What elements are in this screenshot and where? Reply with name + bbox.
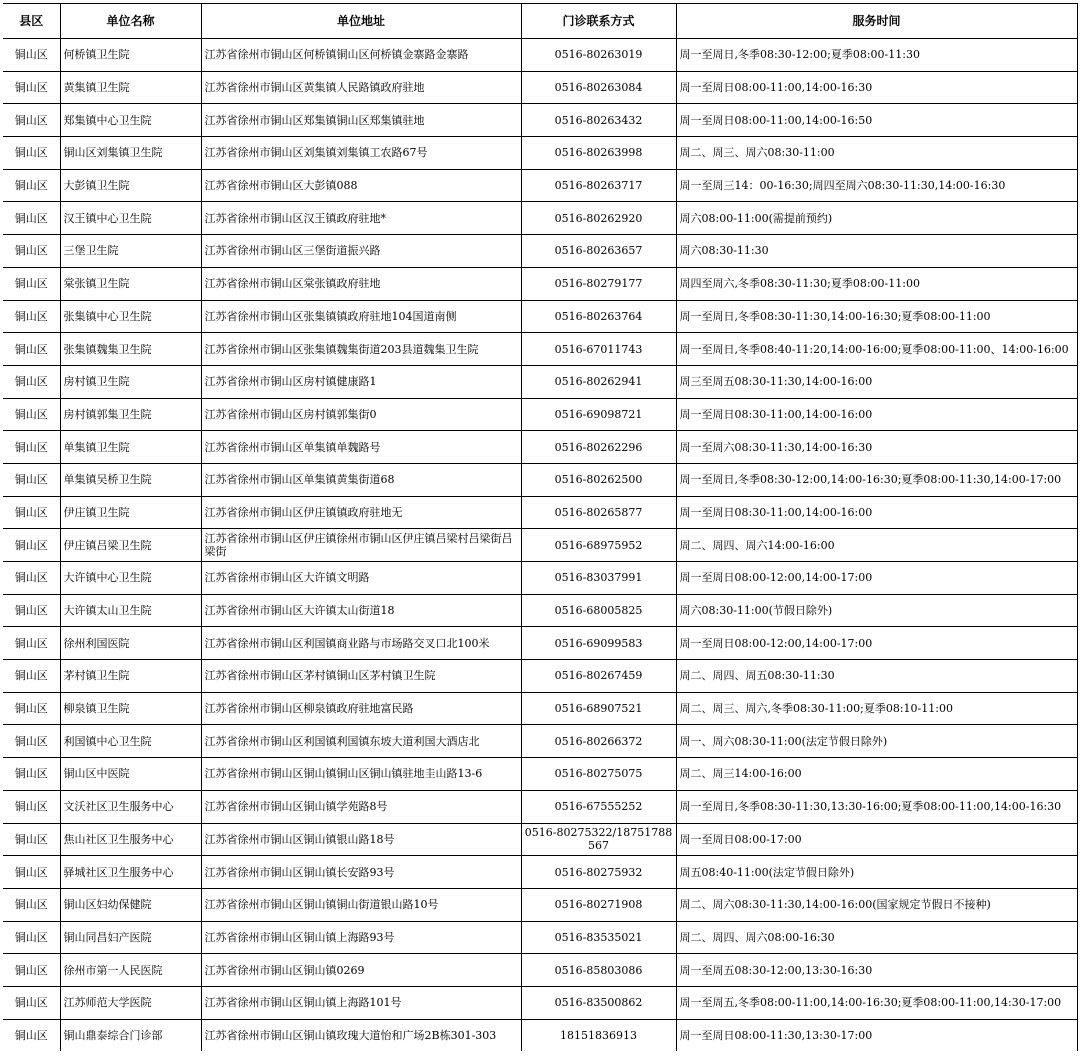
table-row	[3, 496, 1077, 529]
service-time-cell: 周二、周四、周六14:00-16:00	[676, 529, 1077, 562]
service-time-cell: 周一至周日,冬季08:40-11:20,14:00-16:00;夏季08:00-11:00、14:00-16:00	[676, 333, 1077, 366]
unit-address-cell: 江苏省徐州市铜山区伊庄镇镇政府驻地无	[201, 496, 521, 529]
table-row	[3, 921, 1077, 954]
table-row	[3, 398, 1077, 431]
table-row	[3, 758, 1077, 791]
service-time-cell: 周一至周六08:30-11:30,14:00-16:30	[676, 431, 1077, 464]
table-row	[3, 856, 1077, 889]
unit-address-cell: 江苏省徐州市铜山区汉王镇政府驻地*	[201, 202, 521, 235]
contact-cell: 0516-67555252	[521, 790, 676, 823]
table-row	[3, 986, 1077, 1019]
contact-cell: 0516-83500862	[521, 986, 676, 1019]
contact-cell: 0516-68005825	[521, 594, 676, 627]
service-time-cell: 周一至周日08:00-17:00	[676, 823, 1077, 856]
service-time-cell: 周二、周三14:00-16:00	[676, 758, 1077, 791]
unit-address-cell: 江苏省徐州市铜山区柳泉镇政府驻地富民路	[201, 692, 521, 725]
unit-name-cell: 文沃社区卫生服务中心	[60, 790, 201, 823]
contact-cell: 0516-67011743	[521, 333, 676, 366]
district-cell: 铜山区	[3, 627, 60, 660]
unit-address-cell: 江苏省徐州市铜山区张集镇魏集街道203县道魏集卫生院	[201, 333, 521, 366]
unit-name-cell: 大许镇中心卫生院	[60, 562, 201, 595]
unit-address-cell: 江苏省徐州市铜山区利国镇利国镇东坡大道利国大酒店北	[201, 725, 521, 758]
unit-name-cell: 利国镇中心卫生院	[60, 725, 201, 758]
contact-cell: 0516-80275932	[521, 856, 676, 889]
unit-address-cell: 江苏省徐州市铜山区铜山镇上海路93号	[201, 921, 521, 954]
district-cell: 铜山区	[3, 71, 60, 104]
service-time-cell: 周一至周日08:00-11:00,14:00-16:30	[676, 71, 1077, 104]
unit-address-cell: 江苏省徐州市铜山区何桥镇铜山区何桥镇金寨路金寨路	[201, 39, 521, 72]
table-row	[3, 169, 1077, 202]
unit-address-cell: 江苏省徐州市铜山区铜山镇上海路101号	[201, 986, 521, 1019]
unit-name-cell: 张集镇魏集卫生院	[60, 333, 201, 366]
district-cell: 铜山区	[3, 790, 60, 823]
service-time-cell: 周三至周五08:30-11:30,14:00-16:00	[676, 365, 1077, 398]
contact-cell: 0516-85803086	[521, 954, 676, 987]
service-time-cell: 周六08:00-11:00(需提前预约)	[676, 202, 1077, 235]
district-cell: 铜山区	[3, 954, 60, 987]
contact-cell: 0516-80262296	[521, 431, 676, 464]
table-row	[3, 39, 1077, 72]
unit-address-cell: 江苏省徐州市铜山区张集镇镇政府驻地104国道南侧	[201, 300, 521, 333]
table-row	[3, 137, 1077, 170]
service-time-cell: 周六08:30-11:00(节假日除外)	[676, 594, 1077, 627]
unit-address-cell: 江苏省徐州市铜山区铜山镇长安路93号	[201, 856, 521, 889]
service-time-cell: 周一至周日,冬季08:30-11:30,14:00-16:30;夏季08:00-11:00	[676, 300, 1077, 333]
service-time-cell: 周二、周三、周六08:30-11:00	[676, 137, 1077, 170]
contact-cell: 0516-83535021	[521, 921, 676, 954]
district-cell: 铜山区	[3, 202, 60, 235]
unit-address-cell: 江苏省徐州市铜山区铜山镇学苑路8号	[201, 790, 521, 823]
service-time-cell: 周四至周六,冬季08:30-11:30;夏季08:00-11:00	[676, 267, 1077, 300]
unit-name-cell: 三堡卫生院	[60, 235, 201, 268]
unit-name-cell: 张集镇中心卫生院	[60, 300, 201, 333]
district-cell: 铜山区	[3, 856, 60, 889]
table-row	[3, 202, 1077, 235]
contact-cell: 0516-80262500	[521, 463, 676, 496]
unit-address-cell: 江苏省徐州市铜山区利国镇商业路与市场路交叉口北100米	[201, 627, 521, 660]
table-header-row	[3, 4, 1077, 39]
district-cell: 铜山区	[3, 104, 60, 137]
contact-cell: 0516-80263657	[521, 235, 676, 268]
unit-address-cell: 江苏省徐州市铜山区单集镇黄集街道68	[201, 463, 521, 496]
service-time-cell: 周五08:40-11:00(法定节假日除外)	[676, 856, 1077, 889]
service-time-cell: 周一至周日08:00-11:30,13:30-17:00	[676, 1019, 1077, 1051]
service-time-cell: 周一至周日,冬季08:30-12:00;夏季08:00-11:30	[676, 39, 1077, 72]
header-district: 县区	[3, 4, 60, 39]
district-cell: 铜山区	[3, 137, 60, 170]
service-time-cell: 周一至周三14：00-16:30;周四至周六08:30-11:30,14:00-16:30	[676, 169, 1077, 202]
unit-name-cell: 伊庄镇吕梁卫生院	[60, 529, 201, 562]
contact-cell: 0516-80275075	[521, 758, 676, 791]
unit-name-cell: 大许镇太山卫生院	[60, 594, 201, 627]
unit-address-cell: 江苏省徐州市铜山区刘集镇刘集镇工农路67号	[201, 137, 521, 170]
unit-name-cell: 江苏师范大学医院	[60, 986, 201, 1019]
contact-cell: 0516-80279177	[521, 267, 676, 300]
contact-cell: 0516-80275322/18751788567	[521, 823, 676, 856]
unit-name-cell: 铜山区刘集镇卫生院	[60, 137, 201, 170]
table-row	[3, 431, 1077, 464]
unit-name-cell: 伊庄镇卫生院	[60, 496, 201, 529]
contact-cell: 0516-69098721	[521, 398, 676, 431]
contact-cell: 0516-80262920	[521, 202, 676, 235]
table-row	[3, 1019, 1077, 1051]
contact-cell: 0516-80263717	[521, 169, 676, 202]
table-row	[3, 888, 1077, 921]
unit-address-cell: 江苏省徐州市铜山区大许镇太山街道18	[201, 594, 521, 627]
district-cell: 铜山区	[3, 888, 60, 921]
service-time-cell: 周一、周六08:30-11:00(法定节假日除外)	[676, 725, 1077, 758]
contact-cell: 0516-80263432	[521, 104, 676, 137]
table-row	[3, 365, 1077, 398]
service-time-cell: 周二、周六08:30-11:30,14:00-16:00(国家规定节假日不接种)	[676, 888, 1077, 921]
unit-name-cell: 茅村镇卫生院	[60, 660, 201, 693]
service-time-cell: 周一至周日08:30-11:00,14:00-16:00	[676, 398, 1077, 431]
service-time-cell: 周二、周三、周六,冬季08:30-11:00;夏季08:10-11:00	[676, 692, 1077, 725]
contact-cell: 0516-68975952	[521, 529, 676, 562]
table-row	[3, 823, 1077, 856]
unit-name-cell: 驿城社区卫生服务中心	[60, 856, 201, 889]
unit-address-cell: 江苏省徐州市铜山区三堡街道振兴路	[201, 235, 521, 268]
unit-address-cell: 江苏省徐州市铜山区铜山镇银山路18号	[201, 823, 521, 856]
table-row	[3, 267, 1077, 300]
contact-cell: 0516-80263019	[521, 39, 676, 72]
contact-cell: 0516-83037991	[521, 562, 676, 595]
service-time-cell: 周一至周日08:00-12:00,14:00-17:00	[676, 562, 1077, 595]
contact-cell: 0516-80266372	[521, 725, 676, 758]
unit-name-cell: 房村镇郭集卫生院	[60, 398, 201, 431]
unit-name-cell: 何桥镇卫生院	[60, 39, 201, 72]
table-row	[3, 104, 1077, 137]
table-row	[3, 235, 1077, 268]
contact-cell: 0516-69099583	[521, 627, 676, 660]
unit-name-cell: 徐州利国医院	[60, 627, 201, 660]
unit-address-cell: 江苏省徐州市铜山区房村镇健康路1	[201, 365, 521, 398]
service-time-cell: 周一至周日08:00-12:00,14:00-17:00	[676, 627, 1077, 660]
unit-name-cell: 铜山鼎泰综合门诊部	[60, 1019, 201, 1051]
district-cell: 铜山区	[3, 365, 60, 398]
header-unit-name: 单位名称	[60, 4, 201, 39]
district-cell: 铜山区	[3, 823, 60, 856]
district-cell: 铜山区	[3, 463, 60, 496]
district-cell: 铜山区	[3, 562, 60, 595]
contact-cell: 0516-80265877	[521, 496, 676, 529]
unit-address-cell: 江苏省徐州市铜山区房村镇郭集街0	[201, 398, 521, 431]
unit-name-cell: 铜山区中医院	[60, 758, 201, 791]
district-cell: 铜山区	[3, 986, 60, 1019]
unit-address-cell: 江苏省徐州市铜山区黄集镇人民路镇政府驻地	[201, 71, 521, 104]
contact-cell: 18151836913	[521, 1019, 676, 1051]
district-cell: 铜山区	[3, 921, 60, 954]
unit-name-cell: 单集镇吴桥卫生院	[60, 463, 201, 496]
table-row	[3, 529, 1077, 562]
unit-address-cell: 江苏省徐州市铜山区铜山镇铜山区铜山镇驻地圭山路13-6	[201, 758, 521, 791]
table-row	[3, 660, 1077, 693]
unit-address-cell: 江苏省徐州市铜山区郑集镇铜山区郑集镇驻地	[201, 104, 521, 137]
service-time-cell: 周一至周日,冬季08:30-11:30,13:30-16:00;夏季08:00-11:00,14:00-16:30	[676, 790, 1077, 823]
district-cell: 铜山区	[3, 169, 60, 202]
district-cell: 铜山区	[3, 1019, 60, 1051]
district-cell: 铜山区	[3, 235, 60, 268]
district-cell: 铜山区	[3, 300, 60, 333]
district-cell: 铜山区	[3, 431, 60, 464]
unit-address-cell: 江苏省徐州市铜山区单集镇单魏路号	[201, 431, 521, 464]
service-time-cell: 周一至周日,冬季08:30-12:00,14:00-16:30;夏季08:00-11:30,14:00-17:00	[676, 463, 1077, 496]
district-cell: 铜山区	[3, 39, 60, 72]
service-time-cell: 周一至周五08:30-12:00,13:30-16:30	[676, 954, 1077, 987]
service-time-cell: 周一至周日08:30-11:00,14:00-16:00	[676, 496, 1077, 529]
contact-cell: 0516-68907521	[521, 692, 676, 725]
unit-address-cell: 江苏省徐州市铜山区铜山镇铜山街道银山路10号	[201, 888, 521, 921]
unit-name-cell: 汉王镇中心卫生院	[60, 202, 201, 235]
table-row	[3, 627, 1077, 660]
table-body	[3, 39, 1077, 1052]
unit-address-cell: 江苏省徐州市铜山区铜山镇玫瑰大道怡和广场2B栋301-303	[201, 1019, 521, 1051]
unit-address-cell: 江苏省徐州市铜山区大许镇文明路	[201, 562, 521, 595]
unit-address-cell: 江苏省徐州市铜山区铜山镇0269	[201, 954, 521, 987]
district-cell: 铜山区	[3, 758, 60, 791]
district-cell: 铜山区	[3, 725, 60, 758]
unit-address-cell: 江苏省徐州市铜山区茅村镇铜山区茅村镇卫生院	[201, 660, 521, 693]
unit-name-cell: 黄集镇卫生院	[60, 71, 201, 104]
service-time-cell: 周二、周四、周六08:00-16:30	[676, 921, 1077, 954]
district-cell: 铜山区	[3, 333, 60, 366]
district-cell: 铜山区	[3, 267, 60, 300]
table-row	[3, 594, 1077, 627]
unit-name-cell: 单集镇卫生院	[60, 431, 201, 464]
contact-cell: 0516-80262941	[521, 365, 676, 398]
unit-name-cell: 房村镇卫生院	[60, 365, 201, 398]
district-cell: 铜山区	[3, 398, 60, 431]
unit-name-cell: 徐州市第一人民医院	[60, 954, 201, 987]
district-cell: 铜山区	[3, 692, 60, 725]
header-service-time: 服务时间	[676, 4, 1077, 39]
header-clinic-contact: 门诊联系方式	[521, 4, 676, 39]
table-row	[3, 333, 1077, 366]
table-row	[3, 71, 1077, 104]
unit-name-cell: 大彭镇卫生院	[60, 169, 201, 202]
district-cell: 铜山区	[3, 496, 60, 529]
service-time-cell: 周二、周四、周五08:30-11:30	[676, 660, 1077, 693]
unit-address-cell: 江苏省徐州市铜山区棠张镇政府驻地	[201, 267, 521, 300]
header-unit-address: 单位地址	[201, 4, 521, 39]
unit-name-cell: 柳泉镇卫生院	[60, 692, 201, 725]
contact-cell: 0516-80263084	[521, 71, 676, 104]
table-row	[3, 692, 1077, 725]
table-row	[3, 300, 1077, 333]
table-row	[3, 725, 1077, 758]
unit-name-cell: 郑集镇中心卫生院	[60, 104, 201, 137]
table-row	[3, 954, 1077, 987]
unit-address-cell: 江苏省徐州市铜山区大彭镇088	[201, 169, 521, 202]
district-cell: 铜山区	[3, 594, 60, 627]
unit-name-cell: 棠张镇卫生院	[60, 267, 201, 300]
clinic-table	[3, 3, 1078, 1051]
unit-name-cell: 焦山社区卫生服务中心	[60, 823, 201, 856]
unit-name-cell: 铜山同昌妇产医院	[60, 921, 201, 954]
district-cell: 铜山区	[3, 660, 60, 693]
service-time-cell: 周一至周日08:00-11:00,14:00-16:50	[676, 104, 1077, 137]
unit-address-cell: 江苏省徐州市铜山区伊庄镇徐州市铜山区伊庄镇吕梁村吕梁街吕梁街	[201, 529, 521, 562]
district-cell: 铜山区	[3, 529, 60, 562]
table-row	[3, 463, 1077, 496]
contact-cell: 0516-80267459	[521, 660, 676, 693]
contact-cell: 0516-80263764	[521, 300, 676, 333]
table-row	[3, 562, 1077, 595]
table-row	[3, 790, 1077, 823]
unit-name-cell: 铜山区妇幼保健院	[60, 888, 201, 921]
contact-cell: 0516-80263998	[521, 137, 676, 170]
service-time-cell: 周一至周五,冬季08:00-11:00,14:00-16:30;夏季08:00-11:00,14:30-17:00	[676, 986, 1077, 1019]
service-time-cell: 周六08:30-11:30	[676, 235, 1077, 268]
contact-cell: 0516-80271908	[521, 888, 676, 921]
